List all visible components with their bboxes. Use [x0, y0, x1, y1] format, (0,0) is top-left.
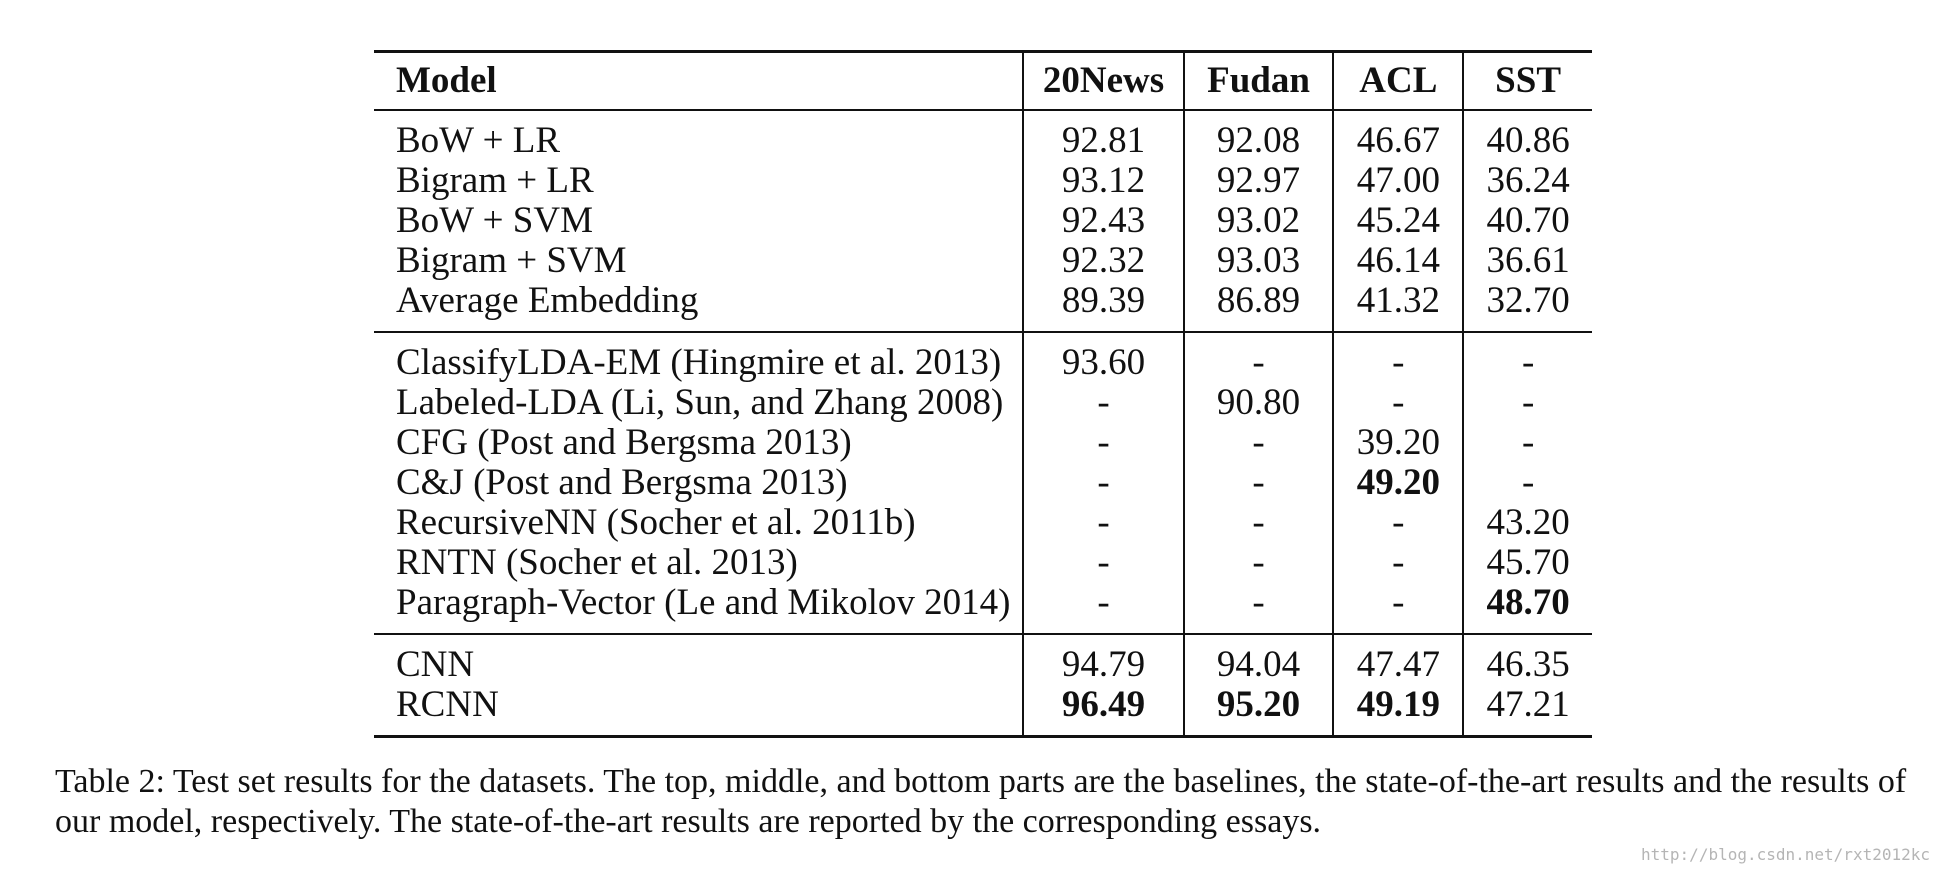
cell-sst: 40.86	[1463, 110, 1592, 161]
cell-model-name: Bigram + LR	[396, 160, 594, 201]
cell-fudan: 90.80	[1184, 383, 1334, 423]
table-row-state-of-the-art	[374, 543, 1592, 583]
cell-acl: 46.67	[1333, 110, 1463, 161]
cell-sst: 48.70	[1463, 583, 1592, 634]
cell-model-name: Labeled-LDA (Li, Sun, and Zhang 2008)	[396, 382, 1004, 423]
table-caption: Table 2: Test set results for the datasets. The top, middle, and bottom parts are the baselines, the state-of-the-art results and the results of our model, respectively. The state-of-the-art results are reported by the corresponding essays.	[55, 763, 1907, 840]
cell-model-name: CNN	[396, 644, 475, 685]
cell-fudan: 92.97	[1184, 161, 1334, 201]
cell-model-name: C&J (Post and Bergsma 2013)	[396, 462, 848, 503]
cell-20news: 92.32	[1023, 241, 1183, 281]
cell-acl: 49.20	[1333, 463, 1463, 503]
table-row-our-model	[374, 634, 1592, 685]
cell-model-name: BoW + LR	[396, 120, 561, 161]
cell-acl: 39.20	[1333, 423, 1463, 463]
header-acl: ACL	[1333, 52, 1463, 111]
header-20news: 20News	[1023, 52, 1183, 111]
cell-fudan: 92.08	[1184, 110, 1334, 161]
header-model: Model	[374, 52, 1023, 111]
table-row-state-of-the-art	[374, 463, 1592, 503]
cell-sst: 36.61	[1463, 241, 1592, 281]
cell-fudan: -	[1184, 583, 1334, 634]
cell-acl: 46.14	[1333, 241, 1463, 281]
cell-sst: -	[1463, 463, 1592, 503]
cell-20news: -	[1023, 503, 1183, 543]
cell-fudan: 93.02	[1184, 201, 1334, 241]
cell-sst: 46.35	[1463, 634, 1592, 685]
cell-fudan: 94.04	[1184, 634, 1334, 685]
cell-20news: 92.81	[1023, 110, 1183, 161]
cell-model-name: Paragraph-Vector (Le and Mikolov 2014)	[374, 583, 1023, 634]
cell-sst: 47.21	[1463, 685, 1592, 737]
cell-20news: -	[1023, 583, 1183, 634]
cell-model-name: BoW + SVM	[396, 200, 593, 241]
cell-model-name: ClassifyLDA-EM (Hingmire et al. 2013)	[396, 342, 1002, 383]
cell-20news: 94.79	[1023, 634, 1183, 685]
cell-fudan: -	[1184, 503, 1334, 543]
cell-acl: -	[1333, 332, 1463, 383]
table-header	[374, 52, 1592, 111]
cell-acl: -	[1333, 383, 1463, 423]
cell-sst: -	[1463, 332, 1592, 383]
cell-fudan: -	[1184, 543, 1334, 583]
cell-sst: -	[1463, 383, 1592, 423]
cell-model-name: RecursiveNN (Socher et al. 2011b)	[396, 502, 916, 543]
cell-fudan: 95.20	[1184, 685, 1334, 737]
cell-fudan: 86.89	[1184, 281, 1334, 332]
table-row-state-of-the-art	[374, 423, 1592, 463]
cell-acl: 45.24	[1333, 201, 1463, 241]
header-sst: SST	[1463, 52, 1592, 111]
cell-20news: 96.49	[1023, 685, 1183, 737]
cell-acl: -	[1333, 503, 1463, 543]
table-body	[374, 110, 1592, 737]
cell-sst: 43.20	[1463, 503, 1592, 543]
cell-acl: 47.00	[1333, 161, 1463, 201]
cell-sst: 32.70	[1463, 281, 1592, 332]
cell-fudan: -	[1184, 463, 1334, 503]
cell-20news: 93.60	[1023, 332, 1183, 383]
cell-sst: -	[1463, 423, 1592, 463]
cell-model-name: Average Embedding	[374, 281, 1023, 332]
table-row-state-of-the-art	[374, 503, 1592, 543]
cell-20news: -	[1023, 423, 1183, 463]
cell-sst: 36.24	[1463, 161, 1592, 201]
table-row-baselines	[374, 110, 1592, 161]
cell-fudan: -	[1184, 423, 1334, 463]
cell-model-name: CFG (Post and Bergsma 2013)	[396, 422, 852, 463]
cell-acl: 47.47	[1333, 634, 1463, 685]
results-table	[374, 50, 1592, 738]
cell-acl: 49.19	[1333, 685, 1463, 737]
table-row-our-model	[374, 685, 1592, 737]
cell-model-name: RCNN	[396, 684, 499, 725]
table-row-state-of-the-art	[374, 383, 1592, 423]
table-row-baselines	[374, 241, 1592, 281]
header-fudan: Fudan	[1184, 52, 1334, 111]
watermark-url: http://blog.csdn.net/rxt2012kc	[1641, 845, 1930, 864]
table-row-state-of-the-art	[374, 332, 1592, 383]
cell-acl: -	[1333, 543, 1463, 583]
header-row	[374, 52, 1592, 111]
cell-acl: 41.32	[1333, 281, 1463, 332]
table-row-baselines	[374, 281, 1592, 332]
results-table-container	[374, 50, 1592, 738]
cell-acl: -	[1333, 583, 1463, 634]
table-row-state-of-the-art	[374, 583, 1592, 634]
cell-sst: 45.70	[1463, 543, 1592, 583]
cell-fudan: 93.03	[1184, 241, 1334, 281]
table-row-baselines	[374, 161, 1592, 201]
cell-model-name: Bigram + SVM	[396, 240, 627, 281]
cell-model-name: RNTN (Socher et al. 2013)	[396, 542, 798, 583]
cell-20news: -	[1023, 543, 1183, 583]
cell-20news: -	[1023, 383, 1183, 423]
table-row-baselines	[374, 201, 1592, 241]
cell-20news: 92.43	[1023, 201, 1183, 241]
cell-20news: 89.39	[1023, 281, 1183, 332]
cell-20news: -	[1023, 463, 1183, 503]
cell-sst: 40.70	[1463, 201, 1592, 241]
cell-fudan: -	[1184, 332, 1334, 383]
cell-20news: 93.12	[1023, 161, 1183, 201]
